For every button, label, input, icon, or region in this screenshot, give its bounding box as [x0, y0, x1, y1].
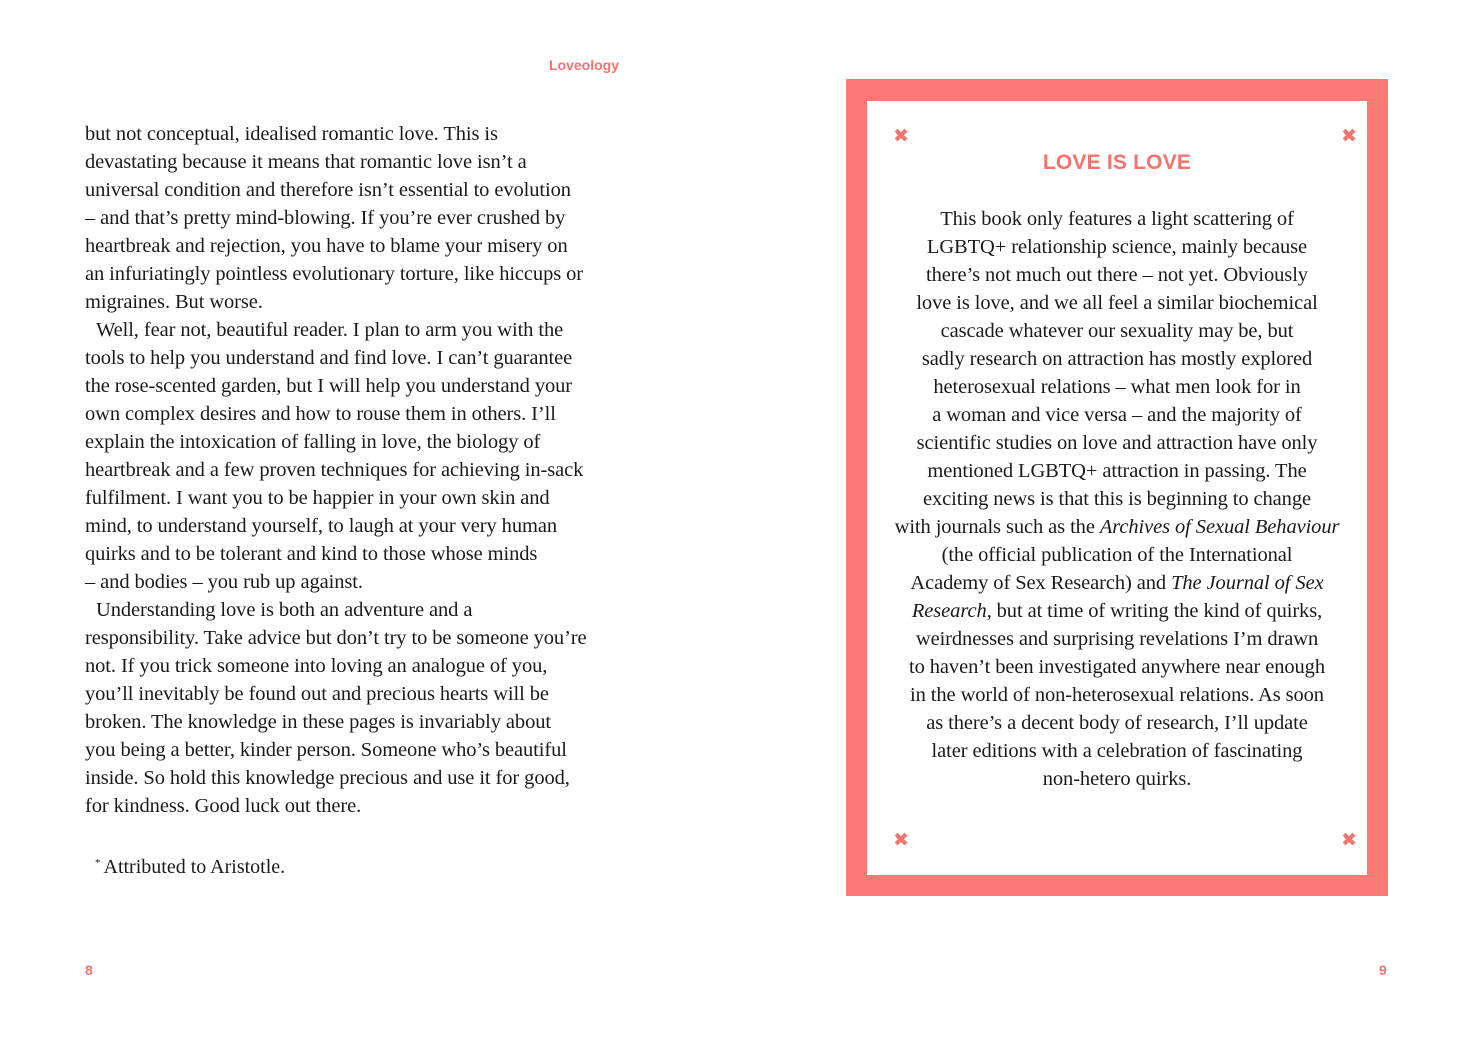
text-line: love is love, and we all feel a similar biochemical [916, 292, 1318, 314]
left-page-body [85, 120, 630, 820]
page-number-right: 9 [1379, 962, 1387, 978]
sidebar-box [846, 79, 1388, 896]
sidebar-box-inner [867, 101, 1367, 875]
text-line: Well, fear not, beautiful reader. I plan to arm you with the [96, 319, 564, 341]
text-line: – and that’s pretty mind-blowing. If you’re ever crushed by [85, 207, 566, 229]
text-line: explain the intoxication of falling in love, the biology of [85, 431, 541, 453]
running-head: Loveology [549, 57, 620, 73]
page-number-left: 8 [85, 962, 93, 978]
text-line [887, 513, 1347, 541]
box-body [887, 205, 1347, 793]
text-line: to haven’t been investigated anywhere near enough [909, 656, 1325, 678]
text-span: Academy of Sex Research) and [910, 572, 1172, 594]
text-span: , but at time of writing the kind of quirks, [986, 600, 1323, 622]
text-line [887, 569, 1347, 597]
text-line: – and bodies – you rub up against. [85, 571, 363, 593]
text-line: devastating because it means that romantic love isn’t a [85, 151, 527, 173]
text-line: broken. The knowledge in these pages is invariably about [85, 711, 551, 733]
text-line: non-hetero quirks. [1042, 768, 1192, 790]
text-line: (the official publication of the International [941, 544, 1293, 566]
text-line: you being a better, kinder person. Someone who’s beautiful [85, 739, 567, 761]
text-line: inside. So hold this knowledge precious and use it for good, [85, 767, 570, 789]
text-line: mind, to understand yourself, to laugh at your very human [85, 515, 557, 537]
cross-icon: ✖ [893, 125, 909, 147]
text-line: heartbreak and a few proven techniques for achieving in-sack [85, 459, 584, 481]
text-line: universal condition and therefore isn’t essential to evolution [85, 179, 571, 201]
text-line: responsibility. Take advice but don’t try to be someone you’re [85, 627, 587, 649]
text-span: with journals such as the [894, 516, 1100, 538]
text-line: Understanding love is both an adventure and a [96, 599, 473, 621]
footnote-text: Attributed to Aristotle. [103, 856, 286, 878]
cross-icon: ✖ [893, 829, 909, 851]
text-line: migraines. But worse. [85, 291, 263, 313]
text-line: but not conceptual, idealised romantic love. This is [85, 123, 498, 145]
text-line: for kindness. Good luck out there. [85, 795, 362, 817]
text-line: in the world of non-heterosexual relations. As soon [910, 684, 1324, 706]
cross-icon: ✖ [1341, 125, 1357, 147]
text-line: a woman and vice versa – and the majority of [932, 404, 1302, 426]
text-line: exciting news is that this is beginning to change [923, 488, 1311, 510]
text-line: as there’s a decent body of research, I’ll update [926, 712, 1308, 734]
text-line: heterosexual relations – what men look for in [933, 376, 1301, 398]
cross-icon: ✖ [1341, 829, 1357, 851]
text-line: there’s not much out there – not yet. Obviously [926, 264, 1308, 286]
text-line: LGBTQ+ relationship science, mainly because [926, 236, 1308, 258]
text-line: the rose-scented garden, but I will help you understand your [85, 375, 573, 397]
text-line: This book only features a light scattering of [940, 208, 1294, 230]
text-line: not. If you trick someone into loving an analogue of you, [85, 655, 548, 677]
text-line: you’ll inevitably be found out and precious hearts will be [85, 683, 549, 705]
text-line: mentioned LGBTQ+ attraction in passing. The [927, 460, 1307, 482]
text-line: an infuriatingly pointless evolutionary torture, like hiccups or [85, 263, 584, 285]
journal-title: Archives of Sexual Behaviour [1099, 516, 1340, 538]
text-line: heartbreak and rejection, you have to blame your misery on [85, 235, 568, 257]
text-line: later editions with a celebration of fascinating [931, 740, 1303, 762]
text-line: own complex desires and how to rouse them in others. I’ll [85, 403, 556, 425]
text-line: fulfilment. I want you to be happier in your own skin and [85, 487, 550, 509]
text-line: weirdnesses and surprising revelations I’m drawn [915, 628, 1319, 650]
text-line [887, 597, 1347, 625]
box-title: LOVE IS LOVE [1042, 151, 1192, 174]
text-line: cascade whatever our sexuality may be, but [940, 320, 1294, 342]
footnote-mark: * [95, 857, 101, 869]
text-line: scientific studies on love and attraction have only [916, 432, 1318, 454]
footnote [95, 849, 285, 881]
journal-title: Research [911, 600, 987, 622]
journal-title: The Journal of Sex [1171, 572, 1324, 594]
text-line: sadly research on attraction has mostly explored [921, 348, 1313, 370]
text-line: tools to help you understand and find love. I can’t guarantee [85, 347, 573, 369]
text-line: quirks and to be tolerant and kind to those whose minds [85, 543, 538, 565]
